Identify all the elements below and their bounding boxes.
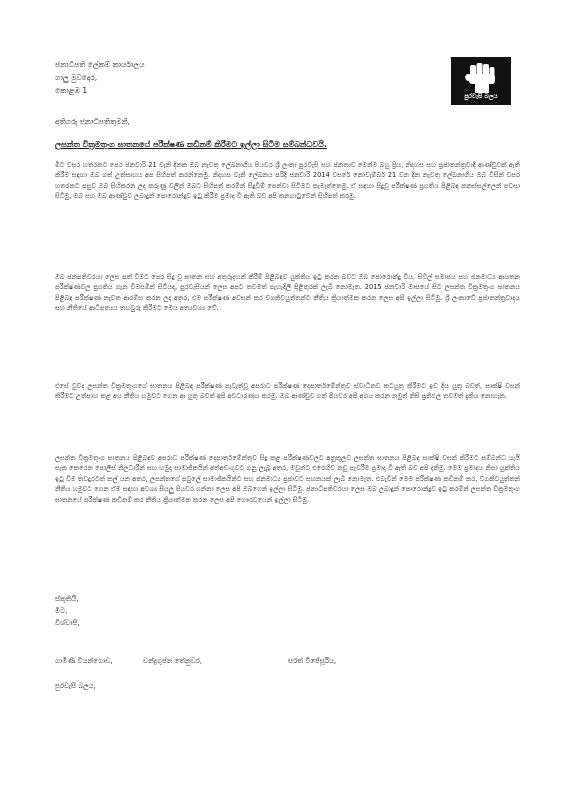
logo-label: පුරවැසි බලය — [464, 93, 498, 100]
purawesi-balaya-logo — [451, 57, 511, 105]
body-paragraph-4: ලසන්ත වික්‍රමතුංග ඝාතනය පිළිබඳව අපරාධ පරීක්ෂණ දෙපාර්තමේන්තුව සිදු කළ පරීක්ෂණවලට අනුකූලව ලසන්ත ඝාතනය පිළිබඳ සාක්ෂි වසන් කිරීමට සම්බන්ධ යැයි සැක කෙරෙන පොලිස් නිලධාරීන් සහ හමුදා සාමාජිකයින් අත්අඩංගුවට ගනු ලැබූ අතර, ඔවුන්ට එරෙහිව නඩු පැවරීම ප්‍රමාද වී ඇති බව අපි දනිමු. මෙම ප්‍රමාදය නිසා යුක්තිය ඉටු වීම තවදුරටත් කල් යන අතර, ලසන්තගේ පවුලේ සාමාජිකයින්ට සහ ජනමාධ්‍ය ප්‍රජාවට සහනයක් ලැබී නොමැත. එබැවින් මෙම පරීක්ෂණ කඩිනම් කර, වගකිවයුත්තන් නීතිය හමුවට ගෙන ඒම සඳහා අවශ්‍ය සියලු පියවර ගන්නා ලෙස අපි ඔබගෙන් ඉල්ලා සිටිමු. ජනාධිපතිවරයා ලෙස ඔබ ලබාදුන් පොරොන්දුව ඉටු කරමින් ලසන්ත වික්‍රමතුංග ඝාතනයේ පරීක්ෂණ කඩිනම් කර නීතිය ක්‍රියාත්මක කරන ලෙස අපි ගෞරවයෙන් ඉල්ලා සිටිමු. — [55, 454, 520, 504]
closing-line-2: මීට, — [55, 607, 68, 615]
closing-thanks: ස්තූතියි, — [55, 595, 79, 603]
body-paragraph-3: එසේ වුවද ලසන්ත වික්‍රමතුංගගේ ඝාතනය පිළිබඳ පරීක්ෂණ පැවැත්වූ අපරාධ පරීක්ෂණ දෙපාර්තමේන්තුව ස්වාධීනව කටයුතු කිරීමට ඉඩ දිය යුතු බවත්, සාක්ෂි වසන් කිරීමට උත්සාහ කළ අය නීතිය හමුවට ගෙන ආ යුතු බවත් අපි අවධාරණය කරමු. ඔබ ආණ්ඩුව ගත් පියවර අපි අගය කරන නමුත් නිසි ප්‍රතිඵල තවමත් දැකිය නොහැක. — [55, 382, 520, 401]
recipient-address — [55, 58, 145, 97]
address-line-2: ගාලු මුවදොර, — [55, 73, 98, 82]
salutation: අතිගරු ජනාධිපතිතුමනි, — [55, 117, 131, 126]
signatory-2: චන්ද්‍රගුප්ත තේනුවර, — [143, 657, 203, 665]
address-line-1: ජනාධිපති ලේකම් කාර්යාලය — [55, 60, 145, 69]
closing-block — [55, 593, 80, 629]
subject-line: ලසන්ත වික්‍රමතුංග ඝාතනයේ පරීක්ෂණ කඩිනම් කිරීමට ඉල්ලා සිටීම සම්බන්ධවයි. — [55, 140, 327, 149]
body-paragraph-1: මීට වසර හතරකට පෙර ජනවාරි 21 වැනි දිනක ඔබ නැවතු ලේඛනාගිය පියවර ශ්‍රී ලංකා පුරවැසි සහ ජනතාව මෙන්ම බහු ප්‍රිය, නිදහස සහ ප්‍රජාතන්ත්‍රවාදී ආණ්ඩුවක් ඇති කිරීම සඳහා ඔබ ගත් උත්සාහය අප සිහිපත් කරන්නෙමු. නිදහස වැනි ලේඛනය පරිදි ජනවාරි 2014 වසරේ නොවැම්බර් 21 වන දින නැවතු ලේඛනාගිය ඔබ විසින් වසර හතරකට පසුව ඔබ සිහිකරන ලද කරුණු වලින් ඔබට සිහිපත් කරමින් සිදුවීම් පෙන්වා සිටීමට කැමැත්තෙමු. ඒ සඳහා සිදුවූ පරීක්ෂණ ප්‍රගතිය පිළිබඳ කනස්සල්ලෙන් පවසා සිටිමු, ඔබ සහ ඔබ ආණ්ඩුව ලබාදුන් පොරොන්දුව ඉටු කිරීම ප්‍රමාද වී ඇති බව අපි කනගාටුවෙන් සිහිපත් කරමු. — [55, 161, 520, 201]
organization-name: පුරවැසි බලය, — [55, 682, 96, 690]
signatory-1: ගාමිණී වියන්ගොඩ, — [55, 657, 113, 665]
signatory-3: සරත් විජේසූරිය, — [288, 657, 337, 665]
body-paragraph-2: ඔබ ජනපතිවරයා ලෙස පත් වීමට පෙර සිදු වූ ඝාතන සහ අතුරුදහන් කිරීම් පිළිබඳව යුක්තිය ඉටු කරන බවට ඔබ පොරොන්දු විය. සිවිල් සමාජය සහ ජනමාධ්‍ය ආයතන පරීක්ෂණවල ප්‍රගතිය ගැන විමසමින් සිටියද, පුරවැසියන් ලෙස අපට තවමත් පැහැදිලි පිළිතුරක් ලැබී නොමැත. 2015 ජනවාරි මාසයේ සිට ලසන්ත වික්‍රමතුංග ඝාතනය පිළිබඳ පරීක්ෂණ නැවත ආරම්භ කරන ලද අතර, එම පරීක්ෂණ අවසන් කර වගකිවයුත්තන්ට නීතිය ක්‍රියාත්මක කරන ලෙස අපි ඉල්ලා සිටිමු. ශ්‍රී ලංකාවේ ප්‍රජාතන්ත්‍රවාදය සහ නීතියේ ආධිපත්‍යය තහවුරු කිරීමට මෙය අත්‍යවශ්‍ය වේ. — [55, 273, 520, 313]
closing-faithfully: විශ්වාසී, — [55, 619, 80, 627]
address-line-3: කොළඹ 1 — [55, 86, 88, 95]
raised-fist-icon — [451, 57, 511, 97]
